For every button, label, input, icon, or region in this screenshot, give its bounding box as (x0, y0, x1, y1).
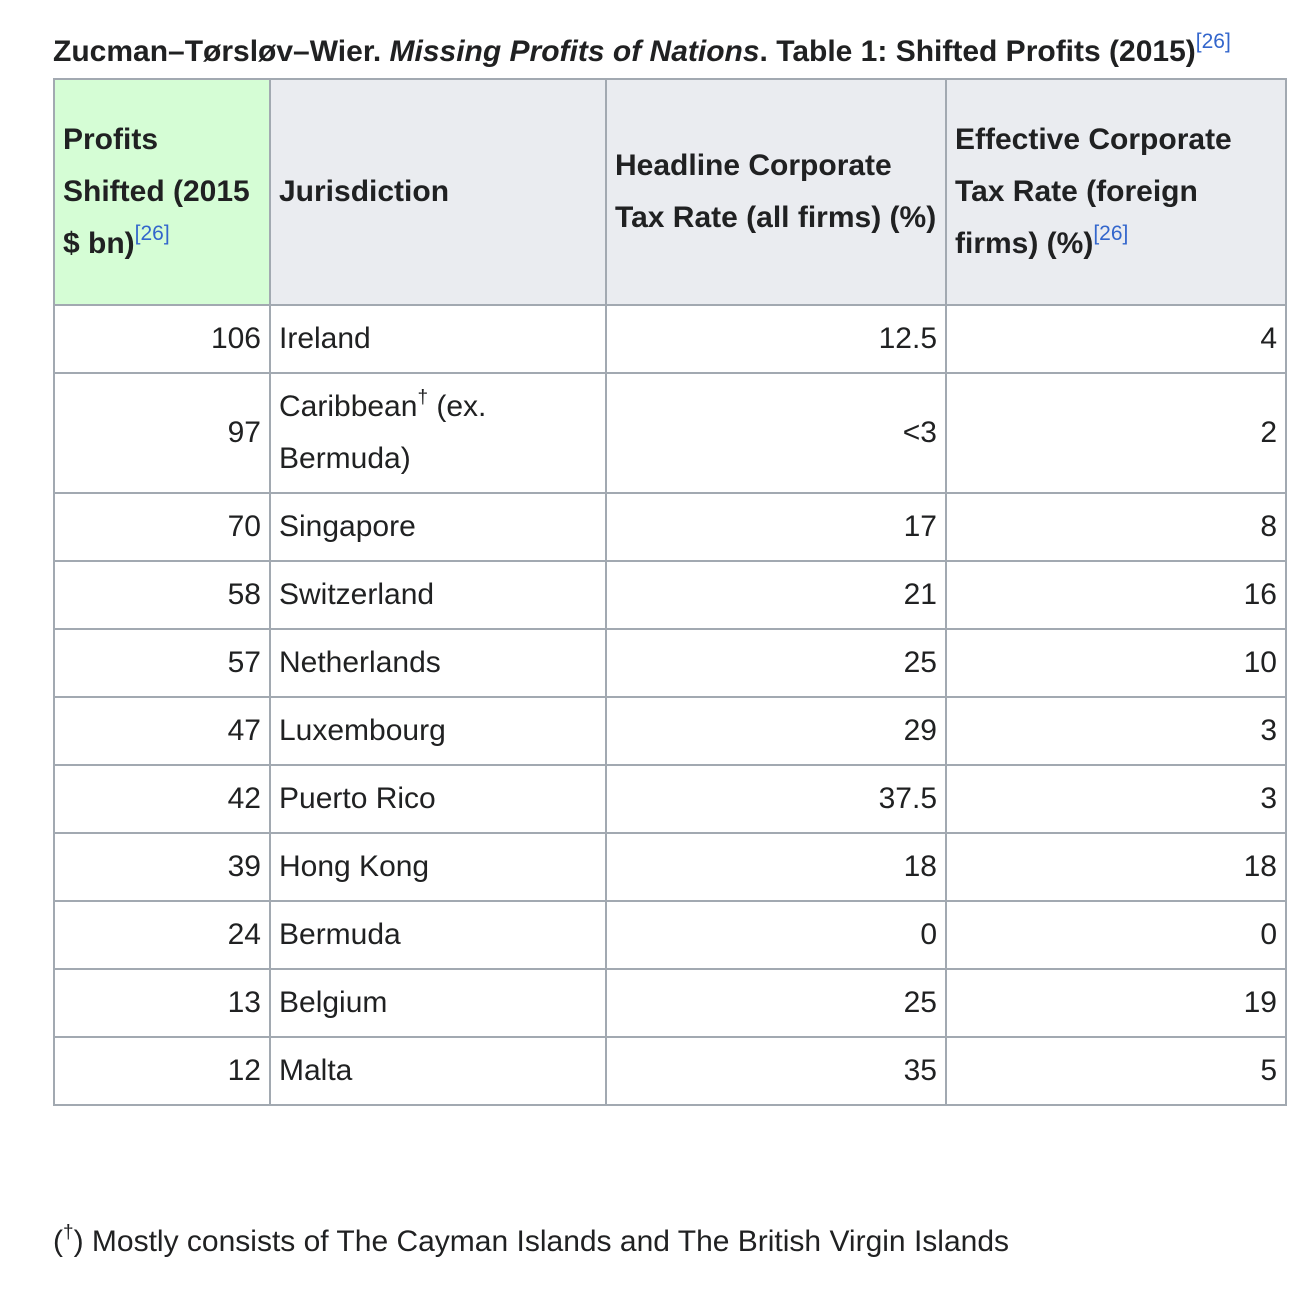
table-caption (53, 28, 1285, 76)
cell-headline-rate: <3 (606, 373, 946, 493)
shifted-profits-table (53, 78, 1287, 1106)
cell-jurisdiction: Puerto Rico (270, 765, 606, 833)
cell-jurisdiction: Belgium (270, 969, 606, 1037)
footnote-dagger-mark: † (63, 1222, 74, 1243)
header-headline-label: Headline Corporate Tax Rate (all firms) (%) (615, 149, 937, 234)
header-jurisdiction[interactable] (270, 79, 606, 305)
cell-headline-rate: 35 (606, 1037, 946, 1105)
cell-headline-rate: 17 (606, 493, 946, 561)
cell-jurisdiction (270, 373, 606, 493)
cell-effective-rate: 16 (946, 561, 1286, 629)
cell-headline-rate: 37.5 (606, 765, 946, 833)
cell-headline-rate: 25 (606, 629, 946, 697)
footnote-open: ( (53, 1225, 63, 1258)
caption-table-name: . Table 1: Shifted Profits (2015) (759, 35, 1196, 68)
table-row (54, 493, 1286, 561)
cell-jurisdiction: Singapore (270, 493, 606, 561)
cell-headline-rate: 0 (606, 901, 946, 969)
table-row (54, 697, 1286, 765)
table-row (54, 561, 1286, 629)
header-effective-rate[interactable] (946, 79, 1286, 305)
cell-jurisdiction: Netherlands (270, 629, 606, 697)
table-row (54, 901, 1286, 969)
table-row (54, 373, 1286, 493)
cell-effective-rate: 8 (946, 493, 1286, 561)
cell-profits: 58 (54, 561, 270, 629)
cell-profits: 97 (54, 373, 270, 493)
cell-profits: 12 (54, 1037, 270, 1105)
cell-effective-rate: 19 (946, 969, 1286, 1037)
cell-headline-rate: 12.5 (606, 305, 946, 373)
cell-headline-rate: 25 (606, 969, 946, 1037)
caption-authors: Zucman–Tørsløv–Wier. (53, 35, 390, 68)
cell-headline-rate: 21 (606, 561, 946, 629)
header-profits-citation-link[interactable]: [26] (134, 222, 170, 245)
cell-effective-rate: 0 (946, 901, 1286, 969)
header-jurisdiction-label: Jurisdiction (279, 175, 450, 208)
cell-jurisdiction: Malta (270, 1037, 606, 1105)
table-row (54, 969, 1286, 1037)
header-effective-label: Effective Corporate Tax Rate (foreign firms) (%) (955, 123, 1232, 260)
table-footnote (53, 1222, 1009, 1262)
table-row (54, 765, 1286, 833)
table-row (54, 629, 1286, 697)
cell-profits: 47 (54, 697, 270, 765)
cell-jurisdiction: Switzerland (270, 561, 606, 629)
cell-effective-rate: 18 (946, 833, 1286, 901)
cell-headline-rate: 18 (606, 833, 946, 901)
cell-profits: 106 (54, 305, 270, 373)
jurisdiction-name: Caribbean (279, 390, 418, 423)
caption-citation-link[interactable]: [26] (1195, 30, 1231, 53)
caption-title-link[interactable]: Missing Profits of Nations (389, 35, 760, 68)
table-row (54, 833, 1286, 901)
cell-effective-rate: 5 (946, 1037, 1286, 1105)
table-row (54, 1037, 1286, 1105)
cell-profits: 70 (54, 493, 270, 561)
header-headline-rate[interactable] (606, 79, 946, 305)
cell-jurisdiction: Luxembourg (270, 697, 606, 765)
cell-jurisdiction: Bermuda (270, 901, 606, 969)
cell-effective-rate: 3 (946, 697, 1286, 765)
cell-profits: 39 (54, 833, 270, 901)
table-row (54, 305, 1286, 373)
header-effective-citation-link[interactable]: [26] (1093, 222, 1129, 245)
header-profits-shifted[interactable] (54, 79, 270, 305)
cell-jurisdiction: Hong Kong (270, 833, 606, 901)
cell-jurisdiction: Ireland (270, 305, 606, 373)
cell-effective-rate: 10 (946, 629, 1286, 697)
cell-profits: 24 (54, 901, 270, 969)
cell-effective-rate: 2 (946, 373, 1286, 493)
cell-headline-rate: 29 (606, 697, 946, 765)
jurisdiction-qualifier: (ex. Bermuda) (279, 390, 487, 475)
cell-effective-rate: 3 (946, 765, 1286, 833)
dagger-footnote-mark: † (417, 387, 429, 408)
header-row (54, 79, 1286, 305)
footnote-text: ) Mostly consists of The Cayman Islands and The British Virgin Islands (73, 1225, 1009, 1258)
cell-profits: 13 (54, 969, 270, 1037)
header-profits-label: Profits Shifted (2015 $ bn) (63, 123, 250, 260)
cell-effective-rate: 4 (946, 305, 1286, 373)
cell-profits: 42 (54, 765, 270, 833)
table-container (53, 28, 1285, 1106)
cell-profits: 57 (54, 629, 270, 697)
